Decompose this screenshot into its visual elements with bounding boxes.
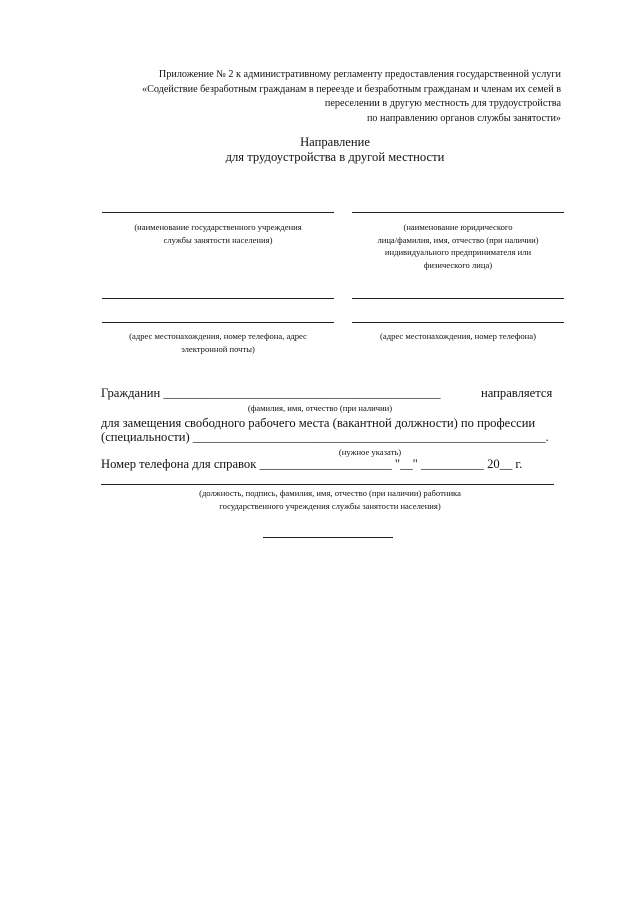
title-main: Направление xyxy=(300,135,370,149)
appendix-line-3: переселении в другую местность для трудоустройства xyxy=(324,98,561,109)
caption-line: физического лица) xyxy=(423,259,493,270)
employer-name-caption xyxy=(350,221,566,271)
signature-caption xyxy=(100,487,560,512)
date-quote-close: " xyxy=(412,457,418,471)
caption-line: индивидуального предпринимателя или xyxy=(384,247,532,257)
sent-label: направляется xyxy=(481,386,553,400)
phone-label: Номер телефона для справок xyxy=(101,457,257,471)
caption-line: государственного учреждения службы занятости населения) xyxy=(219,500,441,511)
signature-line[interactable] xyxy=(101,484,554,485)
institution-name-caption xyxy=(100,221,336,246)
employer-name-line xyxy=(352,212,564,213)
institution-address-caption xyxy=(98,330,338,355)
caption-line: (адрес местонахождения, номер телефона, адрес xyxy=(129,331,307,341)
specialty-field[interactable]: ________________________________________________________. xyxy=(192,430,549,444)
institution-name-line xyxy=(102,212,334,213)
caption-line: (наименование юридического xyxy=(403,222,513,232)
purpose-line: для замещения свободного рабочего места (вакантной должности) по профессии xyxy=(101,416,536,430)
institution-address-line-1 xyxy=(102,298,334,299)
caption-line: службы занятости населения) xyxy=(163,234,273,245)
appendix-line-2: «Содействие безработным гражданам в переезде и безработным гражданам и членам их семей в xyxy=(141,83,561,95)
fio-caption: (фамилия, имя, отчество (при наличии) xyxy=(247,403,393,413)
caption-line: (адрес местонахождения, номер телефона) xyxy=(380,331,536,341)
appendix-line-4: по направлению органов службы занятости» xyxy=(366,112,561,124)
citizen-row xyxy=(101,386,441,401)
appendix-line-1: Приложение № 2 к административному регламенту предоставления государственной услуги xyxy=(158,69,561,80)
specialty-label: (специальности) xyxy=(101,430,190,444)
specialty-row xyxy=(101,430,549,445)
date-day-field[interactable]: __ xyxy=(400,457,413,471)
specify-caption: (нужное указать) xyxy=(338,447,402,457)
caption-line: (наименование государственного учреждения xyxy=(134,222,302,232)
employer-address-line-1 xyxy=(352,298,564,299)
appendix-header xyxy=(80,68,561,126)
date-quote-open: " xyxy=(394,457,401,471)
year-suffix: г. xyxy=(515,457,523,471)
caption-line: электронной почты) xyxy=(181,343,255,354)
caption-line: (должность, подпись, фамилия, имя, отчество (при наличии) работника xyxy=(199,488,461,498)
caption-line: лица/фамилия, имя, отчество (при наличии) xyxy=(377,234,539,245)
closing-separator xyxy=(263,537,393,538)
phone-field[interactable]: _____________________ xyxy=(259,457,392,471)
year-field[interactable]: __ xyxy=(499,457,513,471)
document-title xyxy=(0,135,640,165)
institution-address-line-2 xyxy=(102,322,334,323)
date-month-field[interactable]: __________ xyxy=(420,457,484,471)
employer-address-line-2 xyxy=(352,322,564,323)
employer-address-caption xyxy=(350,330,566,343)
citizen-name-field[interactable]: ____________________________________________ xyxy=(163,386,441,400)
title-subtitle: для трудоустройства в другой местности xyxy=(225,150,445,164)
phone-row xyxy=(101,457,522,472)
citizen-label: Гражданин xyxy=(101,386,161,400)
year-prefix: 20 xyxy=(487,457,500,471)
